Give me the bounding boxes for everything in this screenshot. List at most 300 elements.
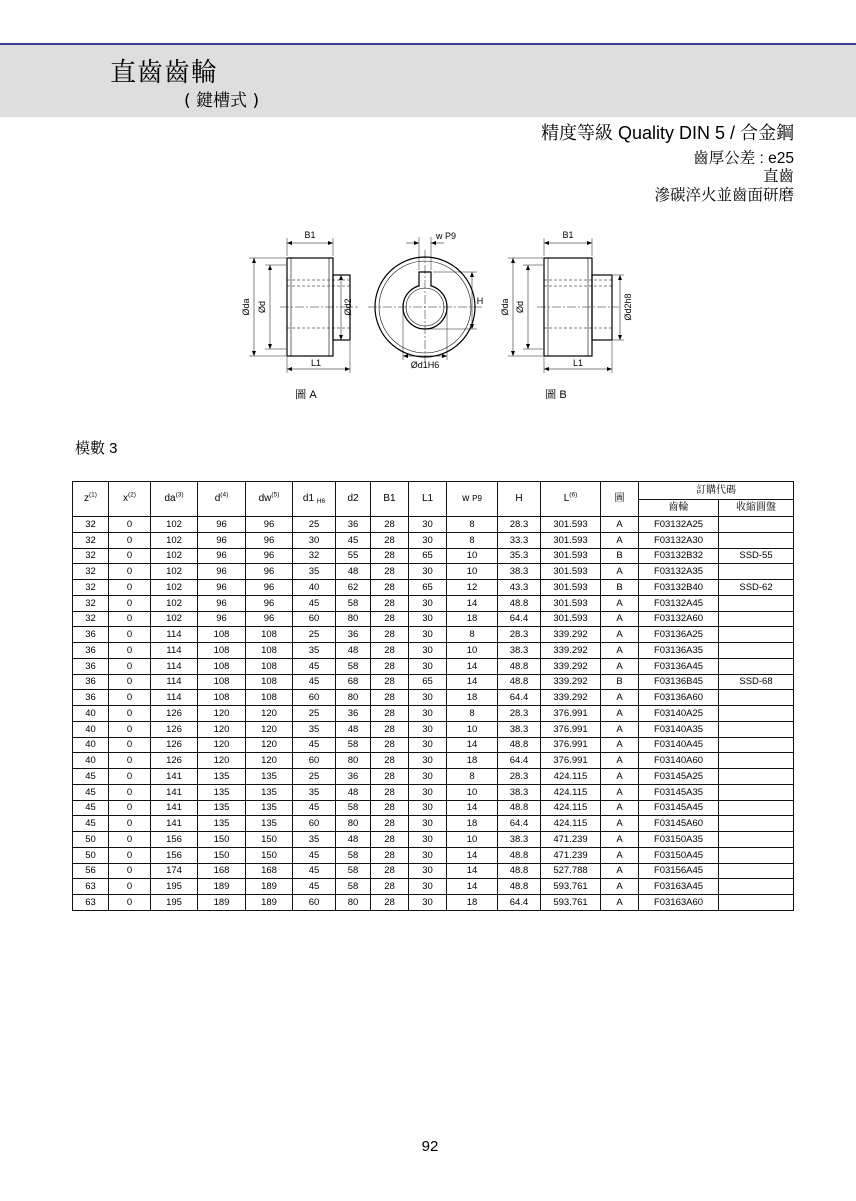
cell-gear-code: F03136A35	[639, 643, 719, 659]
table-row	[73, 737, 794, 753]
cell-x: 0	[109, 517, 151, 533]
header-label: dw	[258, 493, 272, 504]
cell-h: 48.8	[498, 674, 541, 690]
cell-b1: 28	[371, 737, 409, 753]
cell-z: 32	[73, 564, 109, 580]
cell-x: 0	[109, 658, 151, 674]
column-header-d	[198, 482, 246, 517]
cell-shrink-disc-code	[719, 721, 794, 737]
cell-l: 301.593	[541, 580, 601, 596]
cell-shrink-disc-code	[719, 564, 794, 580]
cell-shrink-disc-code	[719, 816, 794, 832]
cell-d2: 45	[336, 532, 371, 548]
cell-h: 43.3	[498, 580, 541, 596]
cell-d: 108	[198, 658, 246, 674]
cell-d1: 30	[293, 532, 336, 548]
cell-h: 38.3	[498, 721, 541, 737]
cell-da: 114	[151, 658, 198, 674]
cell-l1: 30	[409, 658, 447, 674]
cell-d2: 55	[336, 548, 371, 564]
column-header-gear-code	[639, 500, 719, 517]
cell-da: 156	[151, 832, 198, 848]
cell-shrink-disc-code	[719, 737, 794, 753]
cell-shrink-disc-code	[719, 658, 794, 674]
cell-da: 195	[151, 895, 198, 911]
cell-shrink-disc-code	[719, 532, 794, 548]
page-subtitle: ( 鍵槽式 )	[184, 91, 260, 111]
cell-l1: 30	[409, 595, 447, 611]
cell-l1: 30	[409, 532, 447, 548]
cell-d: 120	[198, 737, 246, 753]
cell-z: 50	[73, 847, 109, 863]
cell-d2: 58	[336, 800, 371, 816]
label-h: H	[476, 296, 484, 306]
table-row	[73, 690, 794, 706]
cell-shrink-disc-code	[719, 895, 794, 911]
table-row	[73, 548, 794, 564]
cell-d2: 36	[336, 627, 371, 643]
header-label: B1	[383, 493, 396, 504]
cell-l1: 30	[409, 643, 447, 659]
cell-d2: 80	[336, 611, 371, 627]
cell-d1: 25	[293, 517, 336, 533]
cell-h: 48.8	[498, 737, 541, 753]
cell-d: 120	[198, 706, 246, 722]
cell-d2: 36	[336, 517, 371, 533]
column-header-shrink-disc-code	[719, 500, 794, 517]
cell-z: 40	[73, 737, 109, 753]
cell-shrink-disc-code: SSD-62	[719, 580, 794, 596]
header-label: L1	[421, 493, 434, 504]
cell-h: 64.4	[498, 753, 541, 769]
cell-z: 32	[73, 580, 109, 596]
cell-b1: 28	[371, 879, 409, 895]
cell-x: 0	[109, 800, 151, 816]
header-label: 圖	[614, 493, 625, 504]
cell-figure: A	[601, 895, 639, 911]
cell-dw: 150	[246, 847, 293, 863]
cell-b1: 28	[371, 674, 409, 690]
cell-d: 96	[198, 532, 246, 548]
column-header-dw	[246, 482, 293, 517]
table-row	[73, 863, 794, 879]
cell-w: 8	[447, 627, 498, 643]
cell-da: 141	[151, 784, 198, 800]
cell-z: 36	[73, 658, 109, 674]
cell-w: 18	[447, 611, 498, 627]
cell-d2: 58	[336, 595, 371, 611]
cell-figure: A	[601, 627, 639, 643]
cell-x: 0	[109, 737, 151, 753]
label-da: Øda	[500, 298, 510, 316]
cell-d1: 45	[293, 674, 336, 690]
cell-figure: A	[601, 737, 639, 753]
cell-shrink-disc-code	[719, 611, 794, 627]
cell-d2: 80	[336, 816, 371, 832]
cell-h: 35.3	[498, 548, 541, 564]
cell-l1: 30	[409, 721, 447, 737]
cell-da: 126	[151, 737, 198, 753]
cell-b1: 28	[371, 784, 409, 800]
cell-d1: 35	[293, 784, 336, 800]
table-row	[73, 627, 794, 643]
cell-l1: 30	[409, 895, 447, 911]
cell-w: 8	[447, 769, 498, 785]
table-row	[73, 564, 794, 580]
cell-d: 96	[198, 564, 246, 580]
cell-w: 14	[447, 674, 498, 690]
cell-b1: 28	[371, 643, 409, 659]
page-number: 92	[421, 1138, 439, 1155]
cell-b1: 28	[371, 658, 409, 674]
cell-dw: 96	[246, 517, 293, 533]
cell-z: 32	[73, 548, 109, 564]
hub-outline	[592, 275, 612, 340]
cell-figure: A	[601, 517, 639, 533]
cell-l: 424.115	[541, 769, 601, 785]
cell-h: 28.3	[498, 517, 541, 533]
cell-d1: 25	[293, 769, 336, 785]
cell-d: 150	[198, 832, 246, 848]
cell-gear-code: F03132A60	[639, 611, 719, 627]
cell-h: 28.3	[498, 706, 541, 722]
cell-b1: 28	[371, 832, 409, 848]
header-label: d2	[347, 493, 359, 504]
cell-d2: 80	[336, 690, 371, 706]
cell-da: 102	[151, 548, 198, 564]
label-d2: Ød2h8	[623, 293, 633, 321]
cell-l: 424.115	[541, 816, 601, 832]
cell-l1: 30	[409, 784, 447, 800]
cell-z: 40	[73, 753, 109, 769]
cell-w: 10	[447, 643, 498, 659]
cell-d2: 58	[336, 737, 371, 753]
cell-l1: 65	[409, 674, 447, 690]
cell-gear-code: F03156A45	[639, 863, 719, 879]
cell-b1: 28	[371, 847, 409, 863]
table-row	[73, 706, 794, 722]
cell-d: 168	[198, 863, 246, 879]
column-header-x	[109, 482, 151, 517]
cell-d: 135	[198, 784, 246, 800]
label-d1: Ød1H6	[410, 360, 440, 370]
cell-figure: A	[601, 564, 639, 580]
cell-b1: 28	[371, 611, 409, 627]
cell-da: 102	[151, 517, 198, 533]
cell-b1: 28	[371, 690, 409, 706]
cell-dw: 120	[246, 706, 293, 722]
cell-z: 36	[73, 643, 109, 659]
cell-l1: 30	[409, 769, 447, 785]
cell-z: 56	[73, 863, 109, 879]
cell-da: 102	[151, 580, 198, 596]
cell-d1: 60	[293, 816, 336, 832]
cell-z: 32	[73, 611, 109, 627]
cell-shrink-disc-code	[719, 832, 794, 848]
cell-gear-code: F03136A45	[639, 658, 719, 674]
table-row	[73, 721, 794, 737]
cell-shrink-disc-code	[719, 784, 794, 800]
cell-d2: 36	[336, 706, 371, 722]
spec-precision-material: 精度等級 Quality DIN 5 / 合金鋼	[540, 123, 794, 143]
cell-figure: B	[601, 580, 639, 596]
cell-d1: 60	[293, 753, 336, 769]
header-label: d	[214, 493, 221, 504]
cell-x: 0	[109, 879, 151, 895]
cell-gear-code: F03145A35	[639, 784, 719, 800]
cell-gear-code: F03132A45	[639, 595, 719, 611]
cell-d2: 48	[336, 784, 371, 800]
cell-dw: 135	[246, 800, 293, 816]
column-header-d1	[293, 482, 336, 517]
cell-d2: 48	[336, 564, 371, 580]
cell-d1: 60	[293, 895, 336, 911]
table-row	[73, 580, 794, 596]
cell-figure: B	[601, 548, 639, 564]
cell-x: 0	[109, 548, 151, 564]
cell-l: 376.991	[541, 753, 601, 769]
cell-gear-code: F03145A45	[639, 800, 719, 816]
cell-h: 64.4	[498, 611, 541, 627]
cell-dw: 135	[246, 769, 293, 785]
cell-l1: 65	[409, 580, 447, 596]
column-header-b1	[371, 482, 409, 517]
cell-w: 14	[447, 737, 498, 753]
cell-gear-code: F03136A25	[639, 627, 719, 643]
cell-d2: 48	[336, 643, 371, 659]
cell-w: 14	[447, 863, 498, 879]
cell-d2: 48	[336, 721, 371, 737]
cell-dw: 96	[246, 548, 293, 564]
table-row	[73, 517, 794, 533]
cell-gear-code: F03163A60	[639, 895, 719, 911]
cell-da: 114	[151, 627, 198, 643]
cell-l: 301.593	[541, 548, 601, 564]
cell-da: 141	[151, 800, 198, 816]
cell-d1: 40	[293, 580, 336, 596]
cell-z: 40	[73, 721, 109, 737]
cell-b1: 28	[371, 532, 409, 548]
cell-b1: 28	[371, 753, 409, 769]
cell-d2: 80	[336, 753, 371, 769]
cell-x: 0	[109, 816, 151, 832]
cell-x: 0	[109, 769, 151, 785]
cell-figure: A	[601, 611, 639, 627]
cell-x: 0	[109, 784, 151, 800]
cell-z: 36	[73, 674, 109, 690]
header-footnote-mark: (2)	[128, 491, 136, 499]
cell-d: 189	[198, 879, 246, 895]
dimension-drawings	[0, 220, 856, 410]
cell-shrink-disc-code	[719, 769, 794, 785]
cell-dw: 189	[246, 895, 293, 911]
cell-gear-code: F03163A45	[639, 879, 719, 895]
cell-l1: 30	[409, 800, 447, 816]
cell-dw: 135	[246, 816, 293, 832]
cell-b1: 28	[371, 580, 409, 596]
cell-z: 63	[73, 879, 109, 895]
cell-z: 45	[73, 784, 109, 800]
cell-w: 18	[447, 690, 498, 706]
column-header-d2	[336, 482, 371, 517]
cell-b1: 28	[371, 816, 409, 832]
cell-d1: 45	[293, 658, 336, 674]
cell-d: 96	[198, 580, 246, 596]
cell-shrink-disc-code	[719, 595, 794, 611]
cell-l: 339.292	[541, 674, 601, 690]
cell-da: 156	[151, 847, 198, 863]
cell-dw: 96	[246, 564, 293, 580]
cell-w: 10	[447, 721, 498, 737]
cell-gear-code: F03132A30	[639, 532, 719, 548]
cell-d1: 45	[293, 879, 336, 895]
cell-x: 0	[109, 532, 151, 548]
cell-x: 0	[109, 895, 151, 911]
table-row	[73, 832, 794, 848]
cell-da: 141	[151, 816, 198, 832]
column-header-z	[73, 482, 109, 517]
table-header-row	[73, 482, 794, 500]
cell-figure: A	[601, 595, 639, 611]
cell-h: 48.8	[498, 658, 541, 674]
cell-w: 8	[447, 517, 498, 533]
figure-b-side-view	[508, 238, 624, 373]
cell-z: 36	[73, 690, 109, 706]
header-footnote-mark: (3)	[175, 491, 184, 499]
label-d: Ød	[257, 300, 267, 314]
cell-figure: A	[601, 753, 639, 769]
header-label: L	[563, 493, 570, 504]
cell-d: 96	[198, 548, 246, 564]
cell-l1: 30	[409, 690, 447, 706]
cell-figure: A	[601, 721, 639, 737]
cell-gear-code: F03132A25	[639, 517, 719, 533]
label-w: w P9	[436, 231, 457, 241]
table-row	[73, 784, 794, 800]
cell-d2: 80	[336, 895, 371, 911]
cell-da: 195	[151, 879, 198, 895]
cell-da: 114	[151, 690, 198, 706]
cell-dw: 108	[246, 643, 293, 659]
label-da: Øda	[241, 298, 251, 316]
cell-da: 114	[151, 674, 198, 690]
cell-l1: 30	[409, 863, 447, 879]
label-d2: Ød2	[343, 298, 353, 316]
cell-d1: 45	[293, 847, 336, 863]
table-row	[73, 800, 794, 816]
column-header-figure	[601, 482, 639, 517]
cell-h: 64.4	[498, 690, 541, 706]
cell-gear-code: F03136B45	[639, 674, 719, 690]
cell-gear-code: F03140A60	[639, 753, 719, 769]
cell-gear-code: F03136A60	[639, 690, 719, 706]
cell-gear-code: F03150A35	[639, 832, 719, 848]
cell-h: 38.3	[498, 784, 541, 800]
cell-w: 8	[447, 706, 498, 722]
cell-da: 102	[151, 595, 198, 611]
table-row	[73, 532, 794, 548]
cell-d: 189	[198, 895, 246, 911]
cell-h: 48.8	[498, 863, 541, 879]
header-label: da	[164, 493, 176, 504]
cell-da: 102	[151, 564, 198, 580]
label-b1: B1	[562, 230, 574, 240]
header-label: H	[515, 493, 523, 504]
spec-heat-treatment: 滲碳淬火並齒面研磨	[654, 187, 794, 204]
column-header-l	[541, 482, 601, 517]
cell-gear-code: F03140A45	[639, 737, 719, 753]
header-label: 齒輪	[668, 502, 689, 513]
cell-l: 301.593	[541, 595, 601, 611]
cell-x: 0	[109, 564, 151, 580]
cell-d: 135	[198, 800, 246, 816]
header-label: x	[123, 493, 129, 504]
cell-shrink-disc-code	[719, 627, 794, 643]
cell-d: 108	[198, 690, 246, 706]
cell-d: 135	[198, 816, 246, 832]
module-label: 模數 3	[75, 440, 118, 457]
cell-d1: 25	[293, 706, 336, 722]
cell-l: 301.593	[541, 611, 601, 627]
cell-d2: 48	[336, 832, 371, 848]
gear-spec-table	[72, 481, 794, 911]
cell-gear-code: F03150A45	[639, 847, 719, 863]
cell-dw: 168	[246, 863, 293, 879]
cell-l: 301.593	[541, 517, 601, 533]
header-label: 訂購代碼	[696, 484, 736, 496]
cell-x: 0	[109, 832, 151, 848]
cell-d: 108	[198, 643, 246, 659]
header-label: z	[84, 493, 90, 504]
cell-h: 38.3	[498, 564, 541, 580]
cell-x: 0	[109, 690, 151, 706]
cell-figure: A	[601, 706, 639, 722]
cell-d2: 58	[336, 658, 371, 674]
cell-d1: 45	[293, 595, 336, 611]
column-header-l1	[409, 482, 447, 517]
cell-b1: 28	[371, 564, 409, 580]
cell-d1: 35	[293, 721, 336, 737]
cell-w: 8	[447, 532, 498, 548]
cell-dw: 135	[246, 784, 293, 800]
cell-da: 141	[151, 769, 198, 785]
header-footnote-mark: (4)	[220, 491, 229, 499]
cell-z: 50	[73, 832, 109, 848]
cell-shrink-disc-code	[719, 863, 794, 879]
cell-d: 96	[198, 517, 246, 533]
cell-b1: 28	[371, 863, 409, 879]
cell-dw: 108	[246, 627, 293, 643]
cell-gear-code: F03140A25	[639, 706, 719, 722]
cell-da: 126	[151, 753, 198, 769]
column-header-da	[151, 482, 198, 517]
cell-l: 471.239	[541, 832, 601, 848]
table-row	[73, 847, 794, 863]
cell-da: 174	[151, 863, 198, 879]
cell-b1: 28	[371, 548, 409, 564]
cell-shrink-disc-code: SSD-55	[719, 548, 794, 564]
cell-gear-code: F03140A35	[639, 721, 719, 737]
cell-dw: 96	[246, 580, 293, 596]
cell-h: 64.4	[498, 816, 541, 832]
figure-b-caption: 圖 B	[545, 389, 567, 401]
cell-figure: A	[601, 784, 639, 800]
cell-shrink-disc-code	[719, 706, 794, 722]
cell-d2: 58	[336, 847, 371, 863]
cell-w: 14	[447, 847, 498, 863]
cell-d1: 60	[293, 690, 336, 706]
figure-a-front-view	[368, 237, 484, 362]
